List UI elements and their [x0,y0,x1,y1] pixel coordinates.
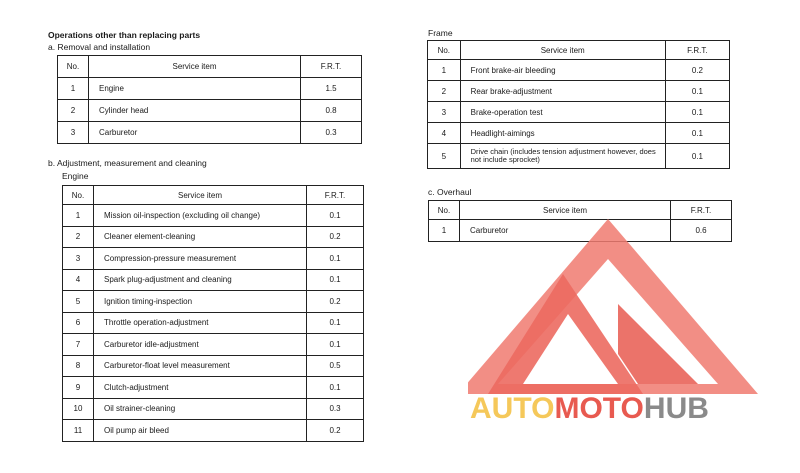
row-frt: 0.1 [665,123,729,144]
table-row [63,420,364,442]
row-frt: 0.3 [307,398,364,420]
table-row [63,226,364,248]
table-row [63,398,364,420]
row-item: Mission oil-inspection (excluding oil change) [94,205,307,227]
row-frt: 0.3 [301,122,362,144]
row-item: Carburetor idle-adjustment [94,334,307,356]
row-no: 1 [58,78,89,100]
row-no: 4 [428,123,461,144]
table-row [63,269,364,291]
row-frt: 1.5 [301,78,362,100]
page-title: Operations other than replacing parts [48,30,201,40]
header-no: No. [428,41,461,60]
row-frt: 0.1 [307,377,364,399]
row-frt: 0.1 [307,312,364,334]
table-row [428,102,730,123]
table-row [63,312,364,334]
row-item: Ignition timing-inspection [94,291,307,313]
row-item: Compression-pressure measurement [94,248,307,270]
header-no: No. [58,56,89,78]
row-item: Oil strainer-cleaning [94,398,307,420]
header-frt: F.R.T. [301,56,362,78]
row-no: 2 [58,100,89,122]
row-item: Clutch-adjustment [94,377,307,399]
row-no: 11 [63,420,94,442]
row-item: Brake-operation test [460,102,665,123]
header-frt: F.R.T. [671,201,732,220]
row-no: 4 [63,269,94,291]
row-item: Headlight-aimings [460,123,665,144]
header-frt: F.R.T. [665,41,729,60]
row-frt: 0.1 [665,81,729,102]
row-frt: 0.6 [671,220,732,242]
table-row [58,100,362,122]
row-no: 8 [63,355,94,377]
table-row [428,123,730,144]
table-row [63,248,364,270]
row-item: Cylinder head [89,100,301,122]
row-no: 2 [428,81,461,102]
row-no: 2 [63,226,94,248]
row-frt: 0.1 [665,102,729,123]
row-frt: 0.2 [307,420,364,442]
engine-subheading: Engine [62,171,89,181]
header-no: No. [429,201,460,220]
row-item: Rear brake-adjustment [460,81,665,102]
row-frt: 0.1 [665,144,729,169]
table-row [428,144,730,169]
row-no: 1 [63,205,94,227]
frame-heading: Frame [428,28,453,38]
row-item: Throttle operation-adjustment [94,312,307,334]
row-frt: 0.1 [307,205,364,227]
row-no: 6 [63,312,94,334]
wordmark-auto: AUTO [470,392,555,425]
row-no: 7 [63,334,94,356]
table-row [428,60,730,81]
row-frt: 0.2 [307,291,364,313]
header-service-item: Service item [460,41,665,60]
header-service-item: Service item [460,201,671,220]
row-item: Drive chain (includes tension adjustment however, does not include sprocket) [460,144,665,169]
row-no: 3 [63,248,94,270]
automotohub-logo-icon [468,214,800,473]
row-no: 3 [428,102,461,123]
row-item: Carburetor-float level measurement [94,355,307,377]
row-item: Front brake-air bleeding [460,60,665,81]
row-item: Carburetor [460,220,671,242]
section-c-heading: c. Overhaul [428,187,472,197]
table-row [58,78,362,100]
table-row [63,355,364,377]
row-frt: 0.1 [307,248,364,270]
row-no: 5 [428,144,461,169]
section-a-heading: a. Removal and installation [48,42,151,52]
table-row [63,291,364,313]
row-no: 3 [58,122,89,144]
row-item: Carburetor [89,122,301,144]
row-no: 1 [428,60,461,81]
row-frt: 0.2 [307,226,364,248]
table-row [428,81,730,102]
engine-adjustment-table [62,185,364,442]
row-frt: 0.8 [301,100,362,122]
row-no: 1 [429,220,460,242]
row-item: Spark plug-adjustment and cleaning [94,269,307,291]
table-row [58,122,362,144]
section-b-heading: b. Adjustment, measurement and cleaning [48,158,207,168]
header-service-item: Service item [89,56,301,78]
table-row [63,334,364,356]
row-frt: 0.2 [665,60,729,81]
header-service-item: Service item [94,186,307,205]
automotohub-wordmark [470,392,709,426]
wordmark-moto: MOTO [554,392,644,425]
header-no: No. [63,186,94,205]
row-no: 5 [63,291,94,313]
removal-installation-table [57,55,362,144]
row-frt: 0.1 [307,334,364,356]
row-no: 9 [63,377,94,399]
frame-table [427,40,730,169]
row-item: Oil pump air bleed [94,420,307,442]
row-item: Engine [89,78,301,100]
row-frt: 0.1 [307,269,364,291]
row-item: Cleaner element-cleaning [94,226,307,248]
table-row [63,377,364,399]
row-no: 10 [63,398,94,420]
row-frt: 0.5 [307,355,364,377]
table-row [63,205,364,227]
wordmark-hub: HUB [643,392,709,425]
header-frt: F.R.T. [307,186,364,205]
